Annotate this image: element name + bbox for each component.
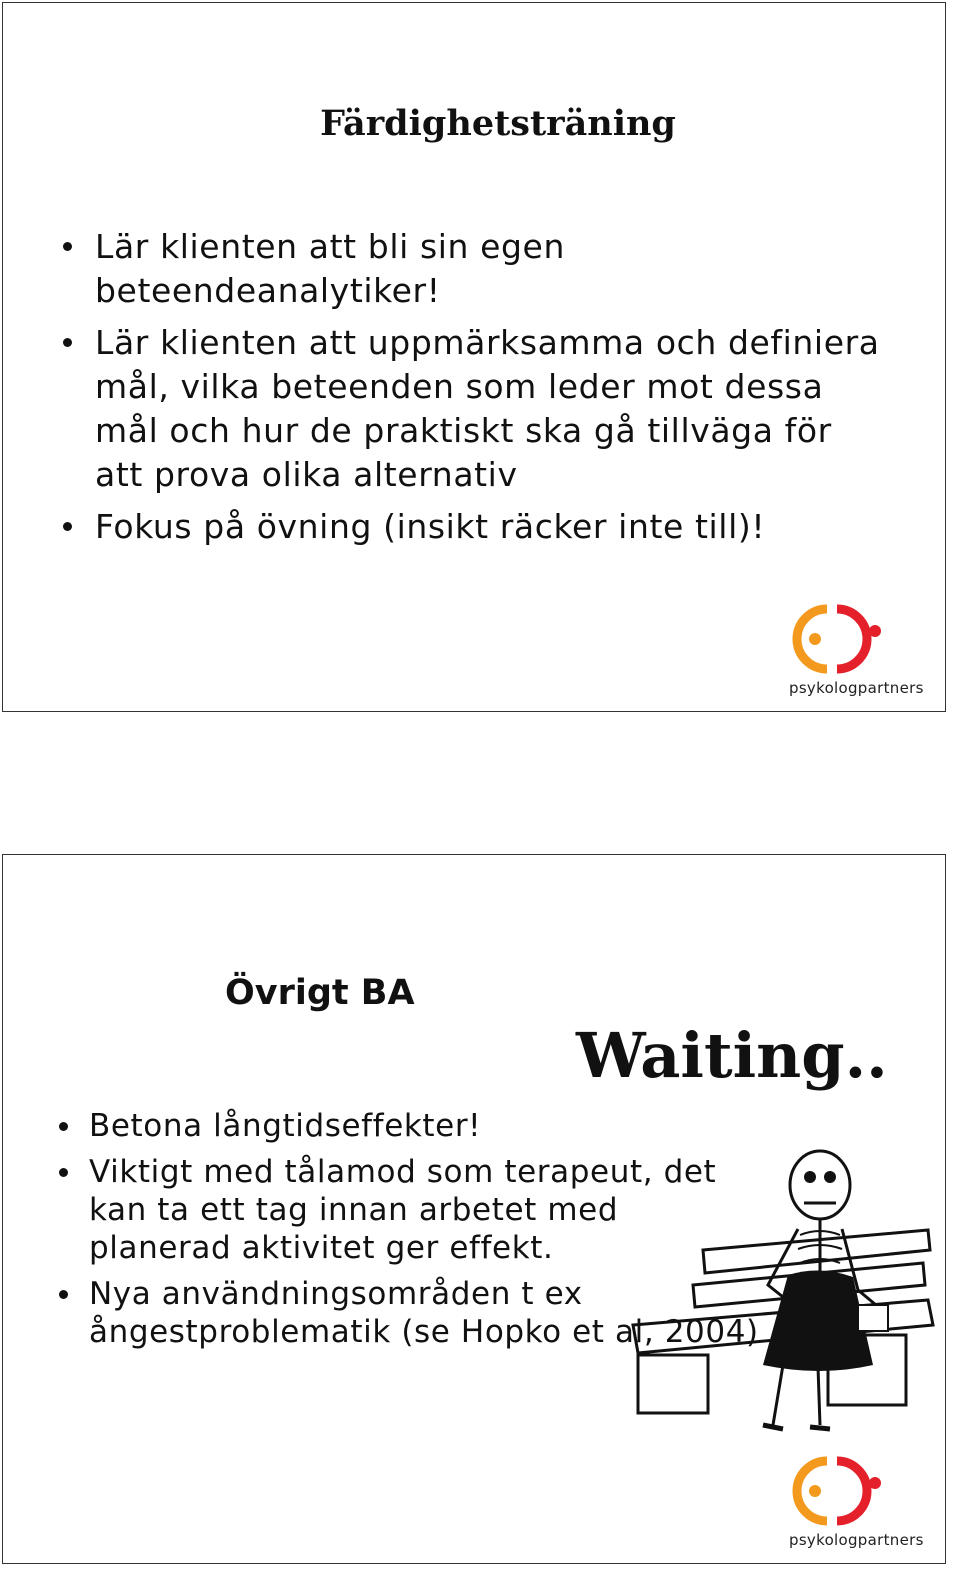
bullet-item: Lär klienten att uppmärksamma och definiera mål, vilka beteenden som leder mot dessa mål och hur de praktiskt ska gå tillväga för att prova olika alternativ <box>63 321 883 497</box>
slide-1 <box>2 2 946 712</box>
slide-title: Övrigt BA <box>225 973 415 1013</box>
logo-text: psykologpartners <box>789 679 924 697</box>
bullet-item: Viktigt med tålamod som terapeut, det kan ta ett tag innan arbetet med planerad aktivitet ger effekt. <box>59 1153 769 1267</box>
bullet-list <box>63 225 883 557</box>
logo-mark-icon <box>783 601 933 681</box>
cartoon-caption: Waiting.. <box>576 1019 888 1092</box>
slide-2 <box>2 854 946 1564</box>
bullet-item: Fokus på övning (insikt räcker inte till)! <box>63 505 883 549</box>
psykologpartners-logo <box>783 601 933 701</box>
bullet-list <box>59 1107 769 1359</box>
bullet-item: Betona långtidseffekter! <box>59 1107 769 1145</box>
logo-text: psykologpartners <box>789 1531 924 1549</box>
bullet-item: Nya användningsområden t ex ångestproblematik (se Hopko et al, 2004) <box>59 1275 769 1351</box>
psykologpartners-logo <box>783 1453 933 1553</box>
slide-title: Färdighetsträning <box>320 103 676 144</box>
bullet-item: Lär klienten att bli sin egen beteendeanalytiker! <box>63 225 883 313</box>
logo-mark-icon <box>783 1453 933 1533</box>
